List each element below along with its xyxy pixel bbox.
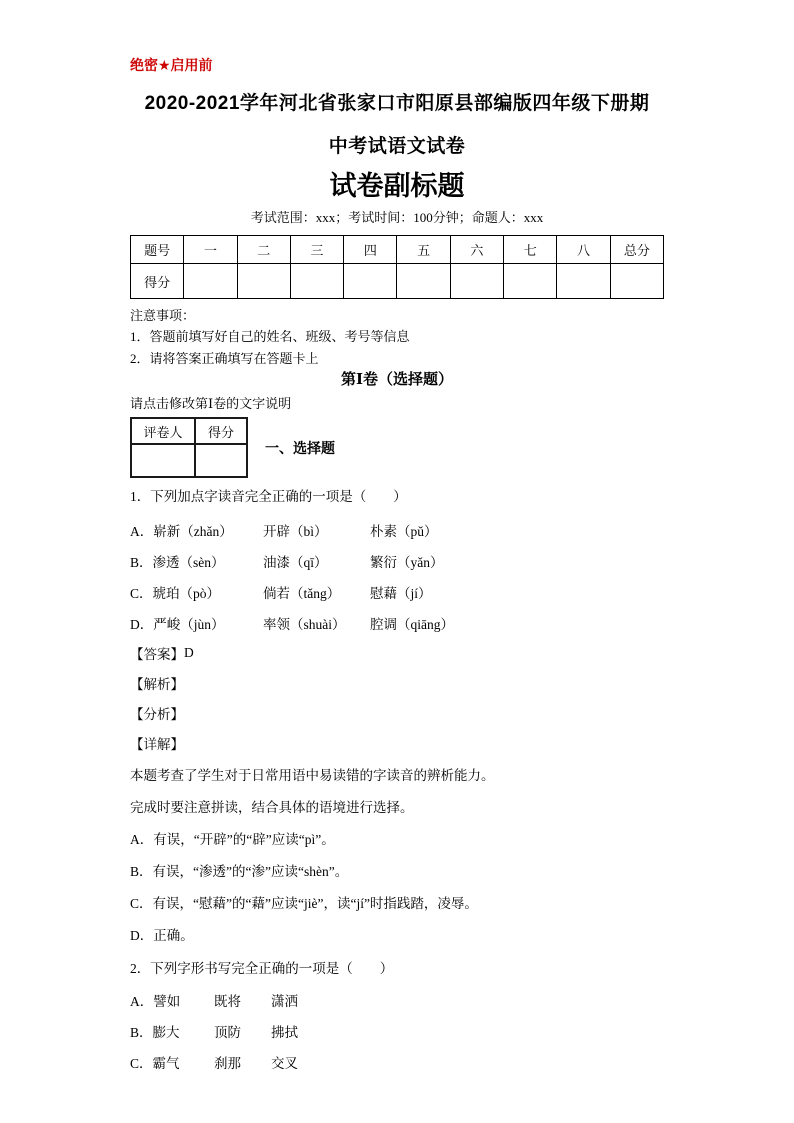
explanation-line-c: C．有误，“慰藉”的“藉”应读“jiè”，读“jí”时指践踏，凌辱。 (130, 896, 478, 911)
analysis-label-jiexi: 【解析】 (130, 677, 184, 692)
option-cell (130, 990, 214, 1010)
option-word: 顶防 (214, 1024, 241, 1040)
option-row-a (130, 514, 664, 545)
option-word: 油漆（qī） (263, 554, 328, 570)
score-header-cell: 总分 (610, 236, 663, 264)
explanation-line-2: 完成时要注意拼读，结合具体的语境进行选择。 (130, 800, 414, 815)
grader-header-score: 得分 (195, 418, 247, 444)
option-cell (130, 520, 263, 540)
option-row-c (130, 576, 664, 607)
option-row-b (130, 545, 664, 576)
exam-subtitle: 试卷副标题 (329, 171, 465, 201)
option-label: D． (130, 616, 154, 632)
option-cell (130, 1052, 214, 1072)
option-row-b (130, 1015, 664, 1046)
answer-line (130, 638, 664, 668)
option-word: 交叉 (271, 1055, 298, 1071)
option-word: 腔调（qiāng） (370, 616, 454, 632)
notice-item-1: 1．答题前填写好自己的姓名、班级、考号等信息 (130, 329, 410, 344)
score-header-cell: 五 (397, 236, 450, 264)
explanation-line-1: 本题考查了学生对于日常用语中易读错的字读音的辨析能力。 (130, 768, 495, 783)
option-cell (130, 613, 263, 633)
option-word: 刹那 (214, 1055, 241, 1071)
option-word: 既将 (214, 993, 241, 1009)
explanation-line-d: D．正确。 (130, 928, 194, 943)
option-label: A． (130, 523, 154, 539)
score-empty-cell (290, 264, 343, 299)
score-empty-cell (397, 264, 450, 299)
grader-score-block (130, 417, 664, 481)
option-word: 霸气 (152, 1055, 180, 1071)
option-word: 繁衍（yǎn） (370, 554, 444, 570)
option-word: 譬如 (153, 993, 181, 1009)
score-header-cell: 七 (504, 236, 557, 264)
option-cell (130, 1021, 214, 1041)
option-word: 朴素（pǔ） (370, 523, 438, 539)
option-word: 潇洒 (271, 993, 298, 1009)
part1-title: 一、选择题 (265, 440, 335, 456)
classified-banner: 绝密★启用前 (130, 57, 213, 73)
option-label: B． (130, 1024, 153, 1040)
exam-info-line: 考试范围：xxx；考试时间：100分钟；命题人：xxx (250, 210, 544, 225)
score-header-cell: 四 (344, 236, 397, 264)
answer-label: 【答案】 (130, 647, 184, 662)
grader-empty-cell (195, 444, 247, 477)
analysis-label-xiangjie: 【详解】 (130, 737, 184, 752)
score-empty-cell (344, 264, 397, 299)
score-empty-cell (184, 264, 237, 299)
page-content (130, 0, 664, 1077)
section1-title: 第Ⅰ卷（选择题） (340, 372, 454, 388)
question-1-options (130, 514, 664, 638)
explanation-line-a: A．有误，“开辟”的“辟”应读“pì”。 (130, 832, 335, 847)
notices-title: 注意事项： (130, 308, 196, 323)
grader-empty-cell (131, 444, 195, 477)
option-row-c (130, 1046, 664, 1077)
option-word: 率领（shuài） (263, 616, 346, 632)
option-row-a (130, 984, 664, 1015)
score-empty-cell (450, 264, 503, 299)
score-empty-cell (610, 264, 663, 299)
question-2-options (130, 984, 664, 1077)
grader-header-reviewer: 评卷人 (131, 418, 195, 444)
grader-table-header-row (131, 418, 247, 444)
option-label: C． (130, 585, 153, 601)
option-label: A． (130, 993, 154, 1009)
answer-value: D (184, 645, 194, 660)
option-word: 拂拭 (271, 1024, 298, 1040)
option-cell (130, 551, 263, 571)
score-empty-cell (504, 264, 557, 299)
option-word: 倘若（tǎng） (263, 585, 341, 601)
analysis-label-fenxi: 【分析】 (130, 707, 184, 722)
score-header-cell: 六 (450, 236, 503, 264)
score-table-score-row (131, 264, 664, 299)
option-row-d (130, 607, 664, 638)
grader-score-table (130, 417, 248, 478)
option-word: 严峻（jùn） (153, 616, 225, 632)
option-word: 慰藉（jí） (370, 585, 432, 601)
notice-item-2: 2．请将答案正确填写在答题卡上 (130, 350, 319, 366)
score-summary-table (130, 235, 664, 299)
explanation-line-b: B．有误，“渗透”的“渗”应读“shèn”。 (130, 864, 349, 879)
option-label: B． (130, 554, 153, 570)
option-cell (130, 582, 263, 602)
question-2-stem: 2．下列字形书写完全正确的一项是（ ） (130, 960, 394, 976)
score-row-label: 得分 (131, 264, 184, 299)
score-header-cell: 三 (290, 236, 343, 264)
option-word: 崭新（zhǎn） (153, 523, 233, 539)
score-header-cell: 八 (557, 236, 610, 264)
score-table-header-row (131, 236, 664, 264)
option-word: 开辟（bì） (263, 523, 328, 539)
grader-table-blank-row (131, 444, 247, 477)
option-word: 渗透（sèn） (152, 554, 225, 570)
option-word: 琥珀（pò） (152, 585, 221, 601)
score-header-cell: 一 (184, 236, 237, 264)
score-empty-cell (237, 264, 290, 299)
question-1-stem: 1．下列加点字读音完全正确的一项是（ ） (130, 489, 407, 504)
exam-title-line2: 中考试语文试卷 (328, 136, 466, 157)
exam-title-line1: 2020-2021学年河北省张家口市阳原县部编版四年级下册期 (144, 93, 650, 114)
score-header-cell: 题号 (131, 236, 184, 264)
section1-edit-hint[interactable]: 请点击修改第Ⅰ卷的文字说明 (130, 396, 292, 411)
score-empty-cell (557, 264, 610, 299)
option-word: 膨大 (152, 1024, 180, 1040)
option-label: C． (130, 1055, 153, 1071)
score-header-cell: 二 (237, 236, 290, 264)
